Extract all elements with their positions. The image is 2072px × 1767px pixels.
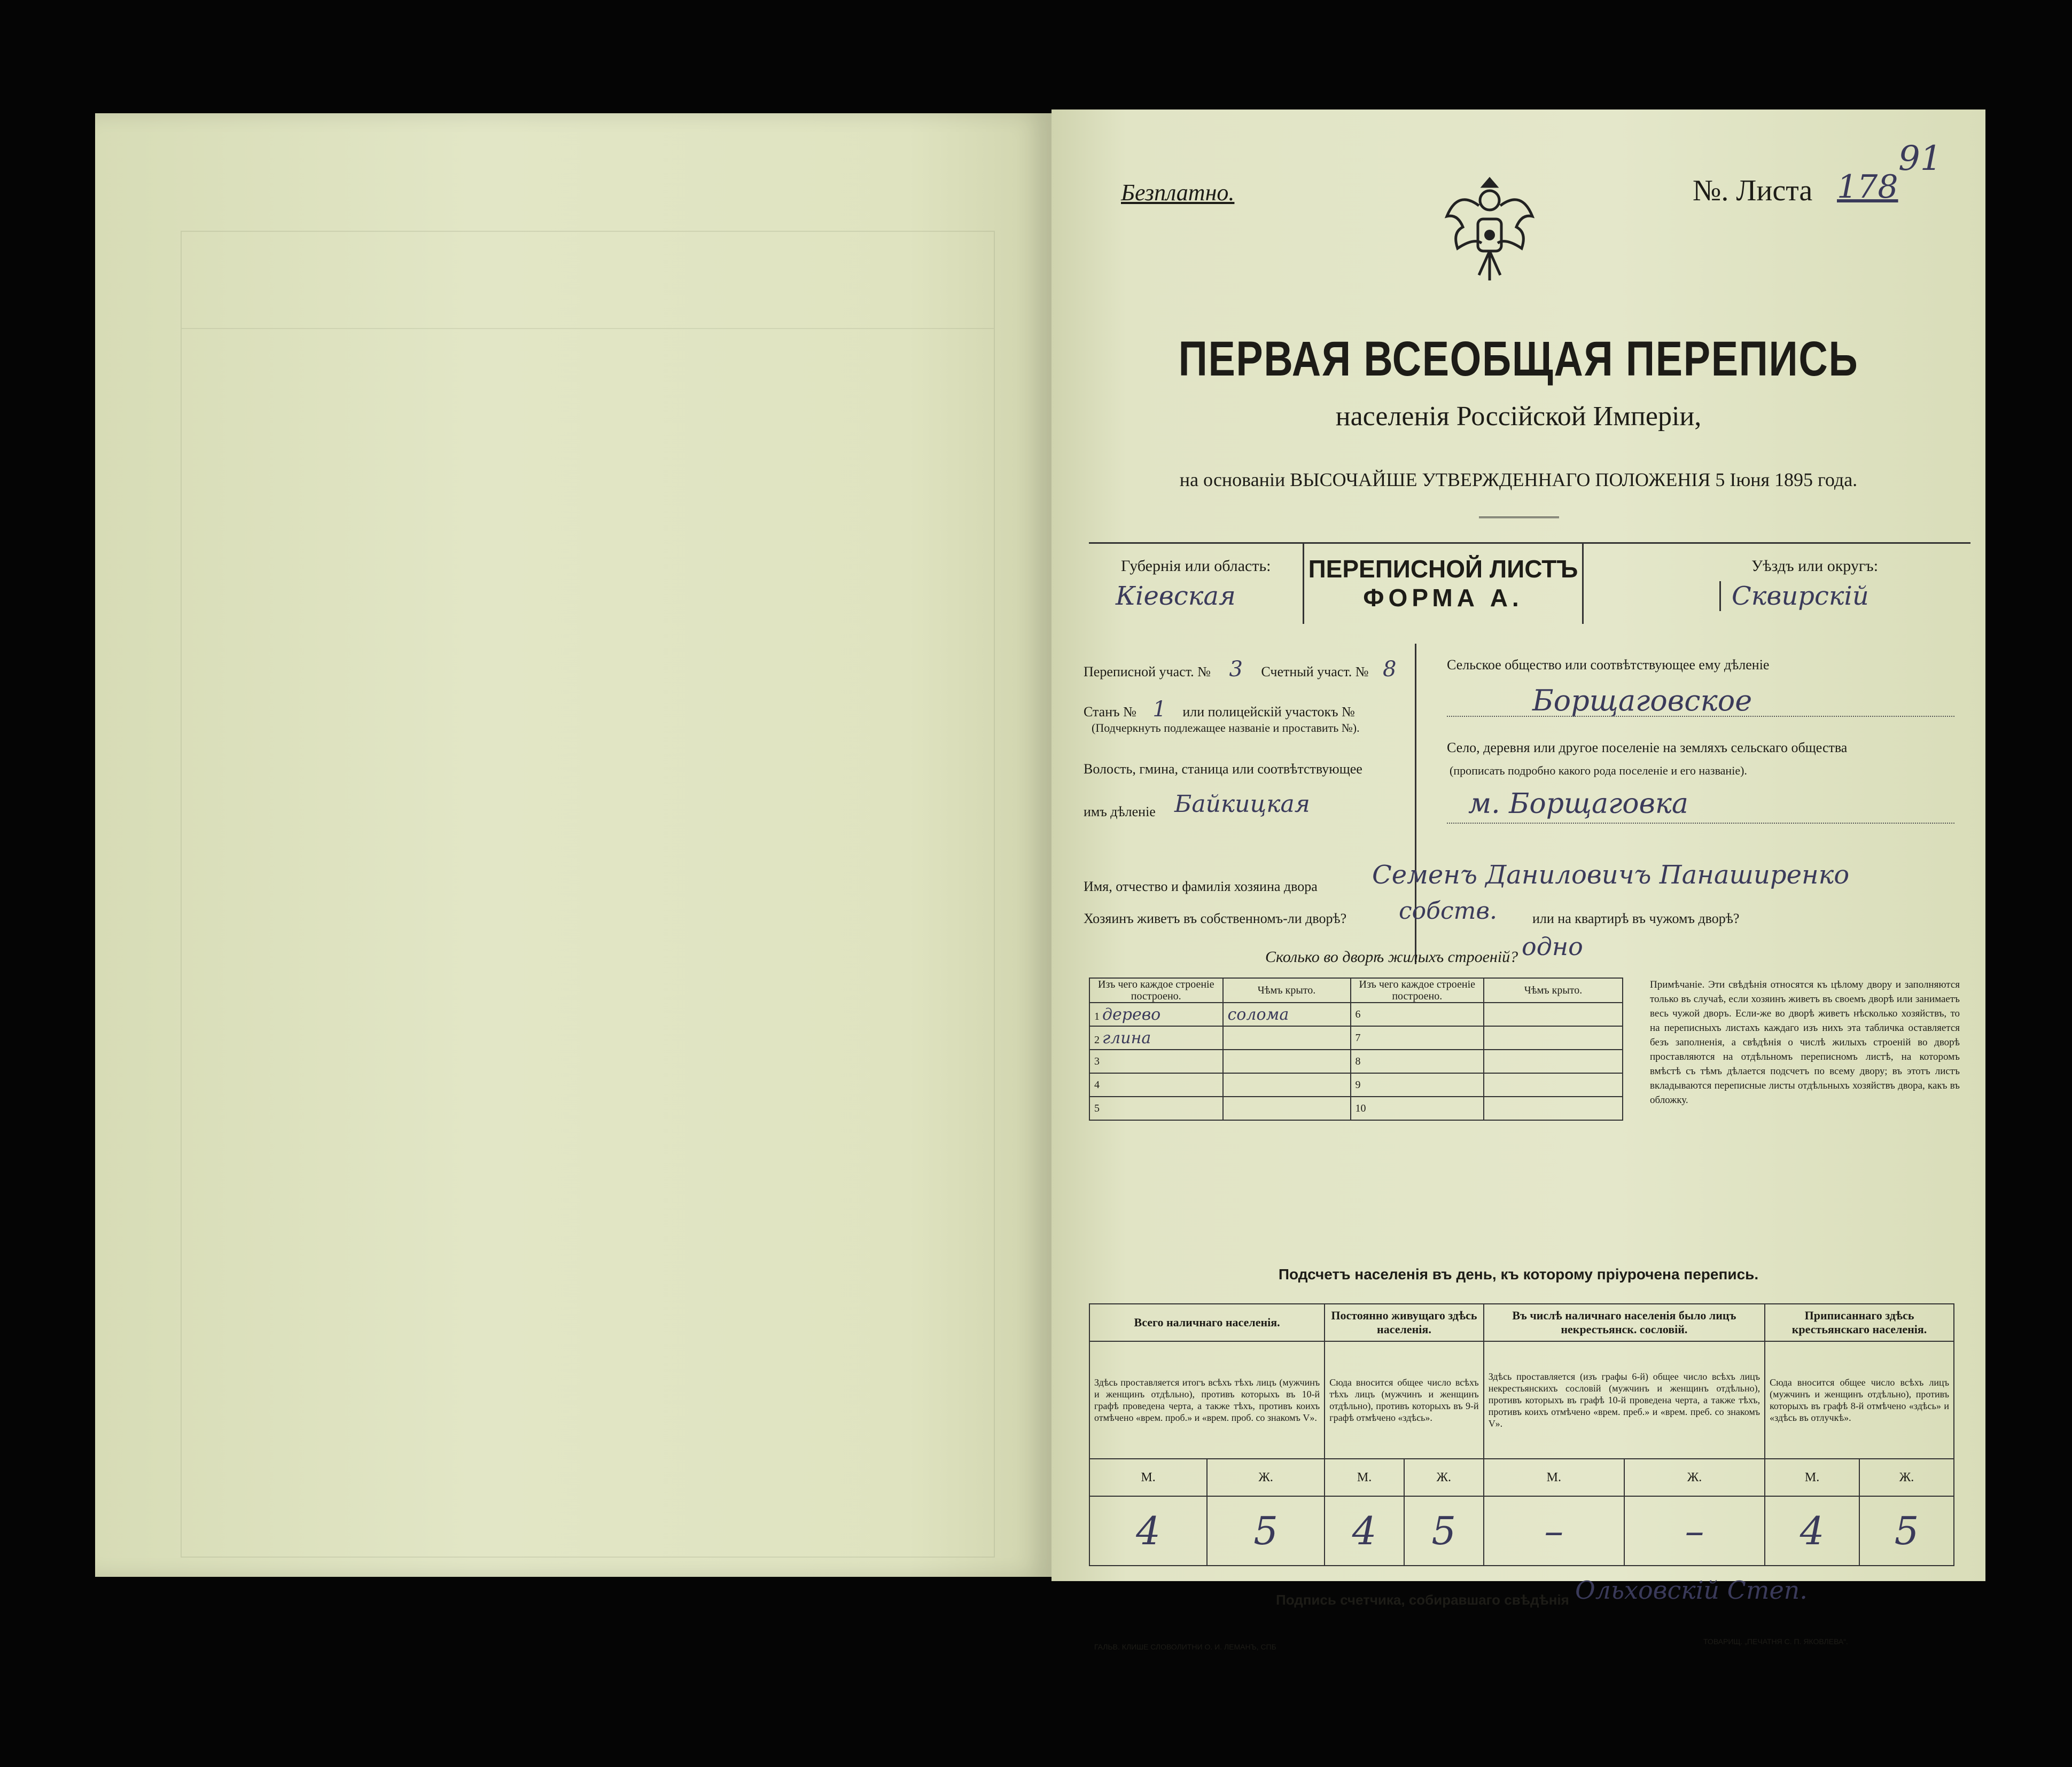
volost-label-2: имъ дѣленіе — [1084, 804, 1156, 819]
table-row: 4 9 — [1089, 1073, 1623, 1097]
printer-left: ГАЛЬВ. КЛИШЕ СЛОВОЛИТНИ О. И. ЛЕМАНЪ, СПБ — [1094, 1643, 1276, 1651]
society-value: Борщаговское — [1532, 684, 1752, 717]
female-label: Ж. — [1624, 1459, 1765, 1496]
enumerator-signature: Ольховскій Степ. — [1575, 1576, 1808, 1605]
form-title: ПЕРЕПИСНОЙ ЛИСТЪ — [1308, 555, 1578, 583]
buildings-note: Примѣчаніе. Эти свѣдѣнія относятся къ цѣлому двору и заполняются только въ случаѣ, если хозяинъ живетъ въ своемъ дворѣ или занимаетъ весь чужой дворъ. Если-же во дворѣ живетъ нѣсколько хозяйствъ, то на переписныхъ листахъ каждаго изъ нихъ эта табличка оставляется безъ заполненія, а свѣдѣнія о числѣ жилыхъ строеній во дворѣ проставляются на отдѣльномъ переписномъ листѣ, на которомъ вмѣстѣ съ тѣмъ дѣлается подсчетъ по всему двору; въ этотъ листъ вкладываются переписные листы отдѣльныхъ хозяйствъ двора, какъ въ обложку. — [1650, 979, 1960, 1106]
volost-value: Байкицкая — [1174, 791, 1310, 818]
non-peasant-female-value: – — [1624, 1496, 1765, 1566]
census-basis: на основаніи ВЫСОЧАЙШЕ УТВЕРЖДЕННАГО ПОЛОЖЕНІЯ 5 Іюня 1895 года. — [1179, 469, 1858, 490]
province-cell — [1089, 542, 1304, 619]
female-label: Ж. — [1859, 1459, 1954, 1496]
roof-header-2: Чѣмъ крыто. — [1484, 978, 1623, 1003]
material-value: глина — [1102, 1028, 1151, 1047]
form-header-box — [1089, 542, 1970, 628]
stan-value: 1 — [1152, 697, 1166, 722]
population-count-table — [1089, 1303, 1954, 1566]
material-header-2: Изъ чего каждое строеніе построено. — [1351, 978, 1484, 1003]
province-value: Кіевская — [1116, 581, 1236, 611]
roof-header: Чѣмъ крыто. — [1223, 978, 1351, 1003]
district-value: Сквирскій — [1719, 581, 1869, 611]
female-label: Ж. — [1207, 1459, 1325, 1496]
district-cell — [1580, 542, 1970, 619]
table-row: 1 дерево солома 6 — [1089, 1003, 1623, 1026]
count-head-permanent: Постоянно живущаго здѣсь населенія. — [1325, 1304, 1483, 1341]
stan-label: Станъ № — [1084, 704, 1136, 720]
count-desc-non-peasant: Здѣсь проставляется (изъ графы 6-й) общее число всѣхъ лицъ некрестьянскихъ сословій (мужчинъ и женщинъ отдѣльно), противъ которыхъ въ графѣ 10-й проведена черта, а также тѣхъ, противъ коихъ отмѣчено «врем. преб.» и «врем. преб. со знакомъ V». — [1484, 1341, 1765, 1459]
count-head-registered: Приписаннаго здѣсь крестьянскаго населенія. — [1765, 1304, 1954, 1341]
printer-right: ТОВАРИЩ. „ПЕЧАТНЯ С. П. ЯКОВЛЕВА“. — [1703, 1637, 1848, 1646]
residence-value: собств. — [1399, 897, 1497, 925]
imperial-eagle-icon — [1436, 168, 1543, 291]
society-label: Сельское общество или соотвѣтствующее ему дѣленіе — [1447, 657, 1770, 673]
count-desc-registered: Сюда вносится общее число всѣхъ лицъ (мужчинъ и женщинъ отдѣльно), противъ которыхъ въ графѣ 8-й отмѣчено «здѣсь» и «здѣсь въ отлучкѣ». — [1765, 1341, 1954, 1459]
present-female-value: 5 — [1207, 1496, 1325, 1566]
stan-note: (Подчеркнуть подлежащее названіе и проставить №). — [1092, 721, 1360, 734]
village-note: (прописать подробно какого рода поселеніе и его названіе). — [1450, 764, 1747, 777]
society-underline — [1447, 716, 1954, 717]
female-label: Ж. — [1404, 1459, 1484, 1496]
sheet-number-value: 178 — [1837, 168, 1898, 206]
owner-value: Семенъ Даниловичъ Панаширенко — [1372, 860, 1850, 890]
village-value: м. Борщаговка — [1468, 788, 1688, 820]
registered-male-value: 4 — [1765, 1496, 1859, 1566]
owner-label: Имя, отчество и фамилія хозяина двора — [1084, 879, 1318, 894]
count-head-non-peasant: Въ числѣ наличнаго населенія было лицъ некрестьянск. сословій. — [1484, 1304, 1765, 1341]
archive-folio-number: 91 — [1898, 139, 1942, 178]
signature-label: Подпись счетчика, собиравшаго свѣдѣнія — [1276, 1592, 1569, 1608]
count-desc-permanent: Сюда вносится общее число всѣхъ тѣхъ лицъ (мужчинъ и женщинъ отдѣльно), противъ которыхъ въ 9-й графѣ отмѣчено «здѣсь». — [1325, 1341, 1483, 1459]
stan-row — [1084, 697, 1355, 722]
count-desc-present: Здѣсь проставляется итогъ всѣхъ тѣхъ лицъ (мужчинъ и женщинъ отдѣльно), противъ которыхъ въ 10-й графѣ проведена черта, а также тѣхъ, противъ коихъ отмѣчено «врем. проб.» и «врем. проб. со знакомъ V». — [1089, 1341, 1325, 1459]
present-male-value: 4 — [1089, 1496, 1207, 1566]
count-title: Подсчетъ населенія въ день, къ которому пріурочена перепись. — [1278, 1266, 1759, 1283]
police-label: или полицейскій участокъ № — [1182, 704, 1355, 720]
form-title-cell — [1303, 542, 1584, 624]
residence-label: Хозяинъ живетъ въ собственномъ-ли дворѣ? — [1084, 911, 1347, 926]
registered-female-value: 5 — [1859, 1496, 1954, 1566]
male-label: М. — [1089, 1459, 1207, 1496]
non-peasant-male-value: – — [1484, 1496, 1624, 1566]
count-section-value: 8 — [1383, 657, 1397, 682]
material-header: Изъ чего каждое строеніе построено. — [1089, 978, 1223, 1003]
census-section-row — [1084, 657, 1397, 682]
left-page — [95, 113, 1051, 1577]
buildings-value: одно — [1522, 932, 1583, 961]
table-row: 5 10 — [1089, 1097, 1623, 1120]
district-label: Уѣздъ или округъ: — [1751, 557, 1879, 575]
ornament-divider — [1479, 517, 1559, 518]
census-title: ПЕРВАЯ ВСЕОБЩАЯ ПЕРЕПИСЬ — [1178, 332, 1859, 386]
census-section-label: Переписной участ. № — [1084, 664, 1211, 679]
count-section-label: Счетный участ. № — [1261, 664, 1369, 679]
census-form-page — [1051, 110, 1985, 1651]
province-label: Губернія или область: — [1121, 557, 1271, 575]
residence-alt-label: или на квартирѣ въ чужомъ дворѣ? — [1532, 911, 1740, 926]
bleed-through-grid — [181, 231, 995, 1558]
table-row: 3 8 — [1089, 1050, 1623, 1073]
male-label: М. — [1325, 1459, 1404, 1496]
census-section-value: 3 — [1229, 657, 1243, 682]
buildings-question: Сколько во дворѣ жилыхъ строеній? — [1265, 948, 1518, 966]
material-value: дерево — [1102, 1005, 1161, 1024]
male-label: М. — [1765, 1459, 1859, 1496]
form-type: ФОРМА А. — [1363, 584, 1523, 612]
count-head-present: Всего наличнаго населенія. — [1089, 1304, 1325, 1341]
buildings-table — [1089, 978, 1623, 1121]
male-label: М. — [1484, 1459, 1624, 1496]
roof-value: солома — [1223, 1003, 1351, 1026]
village-label: Село, деревня или другое поселеніе на земляхъ сельскаго общества — [1447, 740, 1848, 755]
census-subtitle: населенія Россійской Имперіи, — [1335, 401, 1702, 432]
permanent-female-value: 5 — [1404, 1496, 1484, 1566]
volost-label: Волость, гмина, станица или соотвѣтствующее — [1084, 761, 1362, 777]
table-row: 2 глина 7 — [1089, 1026, 1623, 1050]
sheet-number-label: №. Листа — [1693, 174, 1813, 207]
permanent-male-value: 4 — [1325, 1496, 1404, 1566]
village-underline — [1447, 823, 1954, 824]
free-label: Безплатно. — [1121, 179, 1235, 206]
